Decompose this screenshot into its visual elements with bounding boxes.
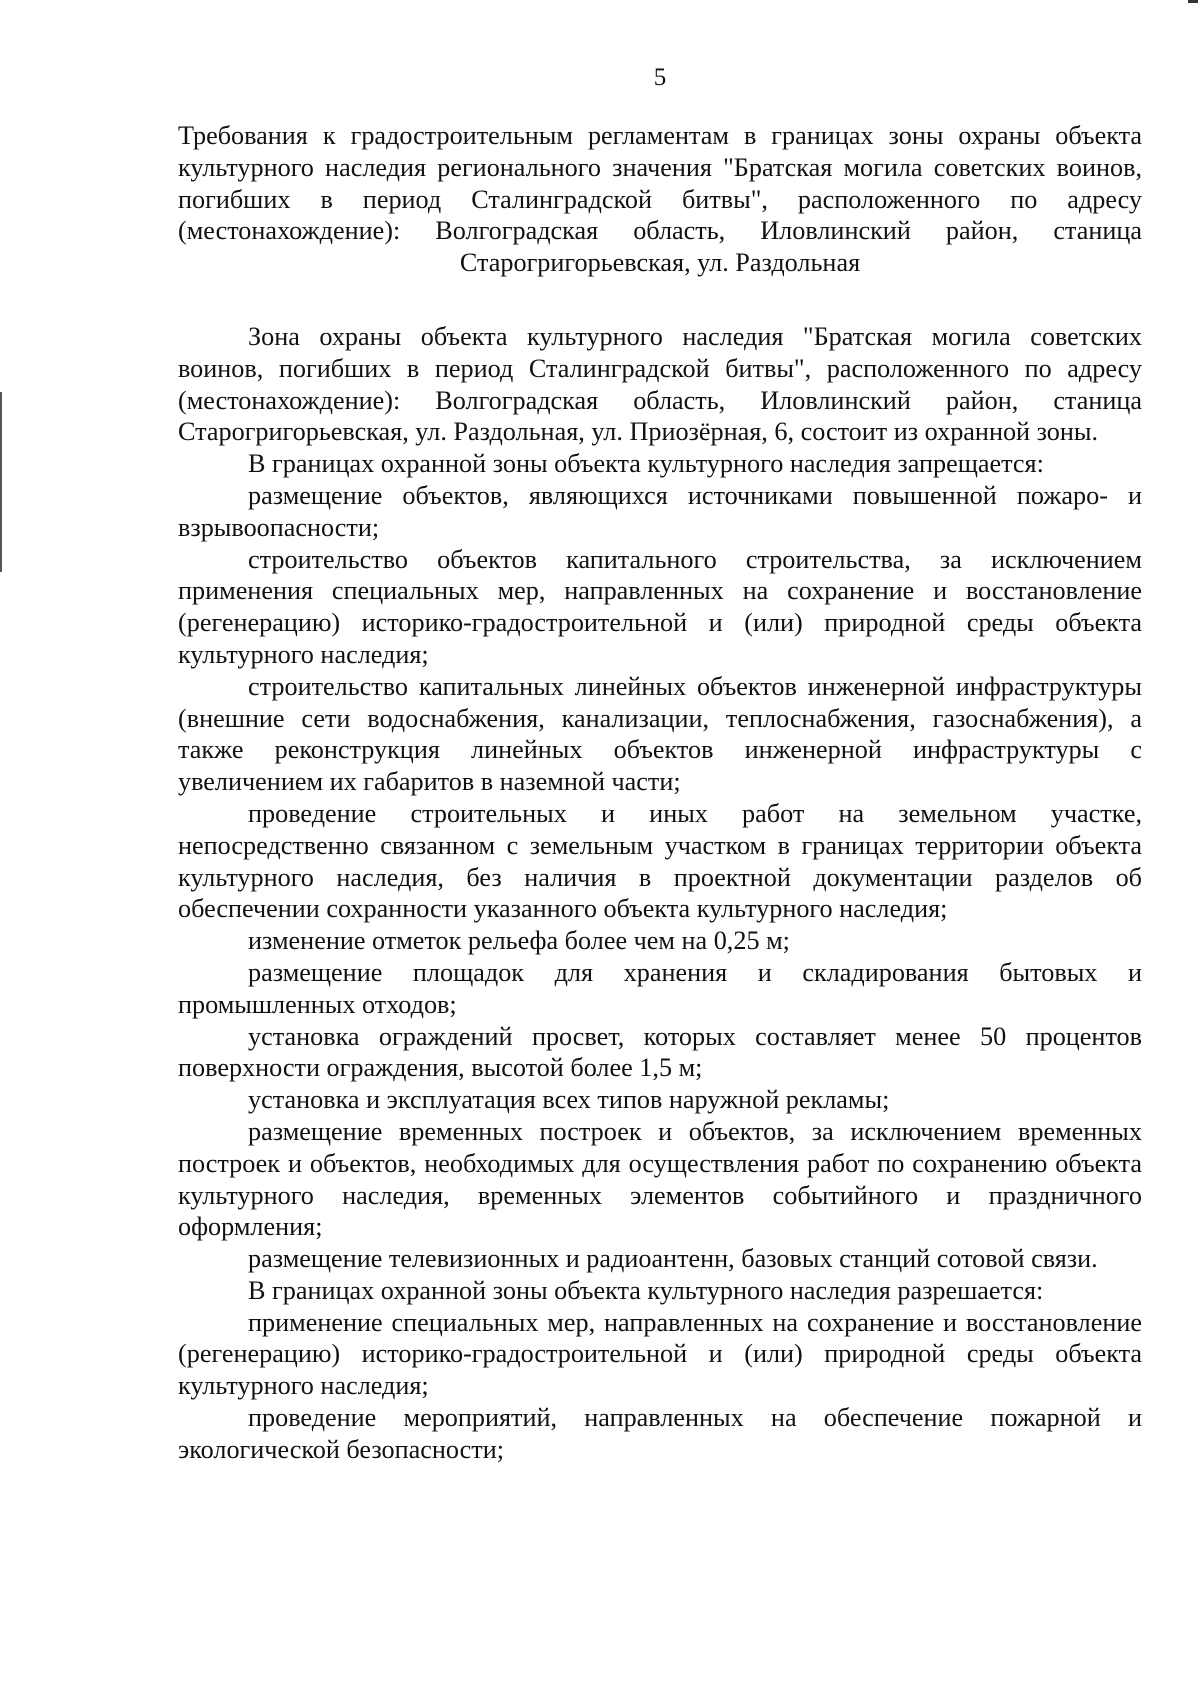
list-item-prohibited: проведение строительных и иных работ на земельном участке, непосредственно связанном с земельным участком в границах территории объекта культурного наследия, без наличия в проектной документации разделов об обеспечении сохранности указанного объекта культурного наследия;	[178, 798, 1142, 924]
list-item-prohibited: размещение площадок для хранения и складирования бытовых и промышленных отходов;	[178, 957, 1142, 1019]
paragraph-prohibited-intro: В границах охранной зоны объекта культурного наследия запрещается:	[248, 449, 1044, 479]
list-item-prohibited: строительство объектов капитального строительства, за исключением применения специальных мер, направленных на сохранение и восстановление (регенерацию) историко-градостроительной и (или) природной среды объекта культурного наследия;	[178, 544, 1142, 669]
scan-corner-mark	[1188, 0, 1198, 3]
paragraph-zone-description: Зона охраны объекта культурного наследия "Братская могила советских воинов, погибших в период Сталинградской битвы", расположенного по адресу (местонахождение): Волгоградская область, Иловлинский район, станица Старогригорьевская, ул. Раздольная, ул. Приозёрная, 6, состоит из охранной зоны.	[178, 321, 1142, 447]
scan-edge-mark	[0, 392, 2, 572]
heading-spacer	[178, 279, 1142, 321]
list-item-prohibited: установка ограждений просвет, которых составляет менее 50 процентов поверхности ограждения, высотой более 1,5 м;	[178, 1021, 1142, 1083]
list-item-prohibited: строительство капитальных линейных объектов инженерной инфраструктуры (внешние сети водоснабжения, канализации, теплоснабжения, газоснабжения), а также реконструкция линейных объектов инженерной инфраструктуры с увеличением их габаритов в наземной части;	[178, 671, 1142, 797]
document-heading: Требования к градостроительным регламентам в границах зоны охраны объекта культурного наследия регионального значения "Братская могила советских воинов, погибших в период Сталинградской битвы", расположенного по адресу (местонахождение): Волгоградская область, Иловлинский район, станица Старогригорьевская, ул. Раздольная	[178, 121, 1142, 278]
list-item-prohibited: размещение временных построек и объектов, за исключением временных построек и объектов, необходимых для осуществления работ по сохранению объекта культурного наследия, временных элементов событийного и праздничного оформления;	[178, 1116, 1142, 1242]
list-item-permitted: проведение мероприятий, направленных на обеспечение пожарной и экологической безопасности;	[178, 1403, 1142, 1464]
list-item-prohibited: размещение телевизионных и радиоантенн, базовых станций сотовой связи.	[248, 1244, 1098, 1274]
document-body	[178, 120, 1142, 1466]
page-number: 5	[653, 64, 667, 91]
list-item-prohibited: изменение отметок рельефа более чем на 0,25 м;	[248, 926, 790, 956]
list-item-prohibited: установка и эксплуатация всех типов наружной рекламы;	[248, 1085, 890, 1115]
list-item-permitted: применение специальных мер, направленных на сохранение и восстановление (регенерацию) историко-градостроительной и (или) природной среды объекта культурного наследия;	[178, 1307, 1142, 1401]
list-item-prohibited: размещение объектов, являющихся источниками повышенной пожаро- и взрывоопасности;	[178, 480, 1142, 542]
paragraph-permitted-intro: В границах охранной зоны объекта культурного наследия разрешается:	[248, 1275, 1044, 1305]
